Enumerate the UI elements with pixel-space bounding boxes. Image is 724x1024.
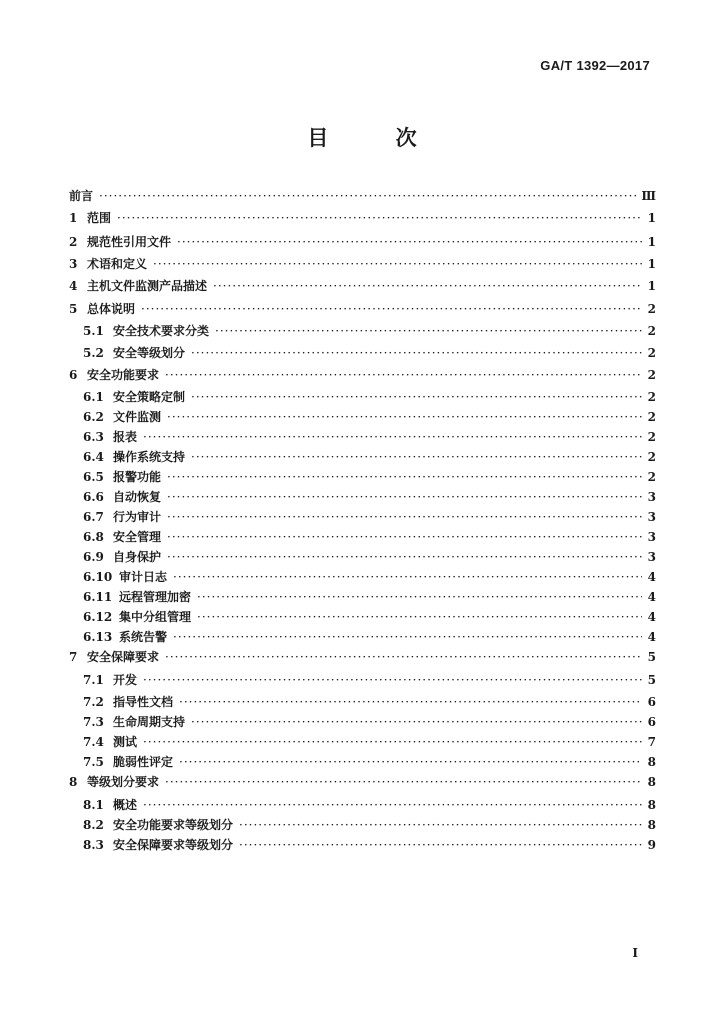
toc-entry[interactable] <box>69 568 656 588</box>
toc-entry-page: 3 <box>647 530 656 544</box>
toc-entry-number: 6 <box>69 368 78 382</box>
toc-leader-dots <box>213 279 642 293</box>
toc-leader-dots <box>191 390 642 404</box>
toc-entry-title: 自身保护 <box>113 550 162 564</box>
toc-entry-page: 6 <box>647 715 656 729</box>
toc-entry-title: 安全功能要求等级划分 <box>113 818 234 832</box>
toc-entry-page: 2 <box>647 470 656 484</box>
toc-entry[interactable] <box>69 773 656 796</box>
toc-entry[interactable] <box>69 648 656 671</box>
toc-entry-page: 4 <box>647 590 656 604</box>
toc-entry-page: 3 <box>647 550 656 564</box>
toc-entry[interactable] <box>69 468 656 488</box>
toc-leader-dots <box>167 530 642 544</box>
toc-entry-title: 前言 <box>69 189 94 203</box>
toc-entry-page: 8 <box>647 775 656 789</box>
toc-leader-dots <box>99 189 637 203</box>
toc-entry[interactable] <box>69 671 656 693</box>
toc-entry-title: 系统告警 <box>119 630 168 644</box>
toc-leader-dots <box>191 346 642 360</box>
toc-entry-number: 6.11 <box>83 590 113 604</box>
toc-entry-page: 2 <box>647 410 656 424</box>
toc-entry[interactable] <box>69 796 656 816</box>
toc-entry-page: 8 <box>647 818 656 832</box>
toc-entry-number: 6.7 <box>83 510 104 524</box>
toc-entry-page: 3 <box>647 490 656 504</box>
toc-entry[interactable] <box>69 209 656 233</box>
toc-entry[interactable] <box>69 428 656 448</box>
toc-entry-number: 8.1 <box>83 798 104 812</box>
toc-entry-page: 2 <box>647 324 656 338</box>
toc-entry[interactable] <box>69 488 656 508</box>
toc-entry[interactable] <box>69 408 656 428</box>
toc-entry-number: 5.1 <box>83 324 104 338</box>
toc-leader-dots <box>191 450 642 464</box>
toc-entry-page: 8 <box>647 755 656 769</box>
toc-entry-page: 8 <box>647 798 656 812</box>
toc-leader-dots <box>167 510 642 524</box>
toc-entry-title: 开发 <box>113 673 138 687</box>
toc-entry[interactable] <box>69 628 656 648</box>
toc-entry-page: 6 <box>647 695 656 709</box>
toc-entry[interactable] <box>69 733 656 753</box>
toc-entry-page: 2 <box>647 430 656 444</box>
toc-leader-dots <box>153 257 642 271</box>
toc-entry-page: 2 <box>647 346 656 360</box>
toc-entry-page: 7 <box>647 735 656 749</box>
toc-entry-number: 6.9 <box>83 550 104 564</box>
toc-leader-dots <box>165 368 642 382</box>
toc-entry-number: 7.1 <box>83 673 104 687</box>
toc-leader-dots <box>167 550 642 564</box>
toc-entry[interactable] <box>69 388 656 408</box>
toc-entry-title: 安全保障要求等级划分 <box>113 838 234 852</box>
toc-entry[interactable] <box>69 187 656 209</box>
toc-entry-title: 安全保障要求 <box>87 650 160 664</box>
toc-entry-title: 报警功能 <box>113 470 162 484</box>
toc-entry-number: 7.2 <box>83 695 104 709</box>
toc-entry-number: 6.10 <box>83 570 113 584</box>
toc-entry-number: 6.5 <box>83 470 104 484</box>
toc-leader-dots <box>215 324 642 338</box>
toc-entry[interactable] <box>69 836 656 856</box>
toc-entry-page: 2 <box>647 450 656 464</box>
toc-leader-dots <box>167 490 642 504</box>
toc-entry-page: 1 <box>647 235 656 249</box>
toc-entry-number: 6.6 <box>83 490 104 504</box>
toc-entry-title: 远程管理加密 <box>119 590 192 604</box>
toc-entry-number: 1 <box>69 211 78 225</box>
toc-entry-title: 规范性引用文件 <box>87 235 172 249</box>
toc-entry-page: 1 <box>647 211 656 225</box>
toc-entry[interactable] <box>69 233 656 255</box>
toc-entry[interactable] <box>69 713 656 733</box>
toc-entry-title: 安全功能要求 <box>87 368 160 382</box>
toc-entry-number: 8 <box>69 775 78 789</box>
toc-entry-number: 8.3 <box>83 838 104 852</box>
toc-entry-title: 等级划分要求 <box>87 775 160 789</box>
toc-entry-number: 5.2 <box>83 346 104 360</box>
toc-entry-page: 5 <box>647 650 656 664</box>
toc-entry[interactable] <box>69 366 656 388</box>
toc-entry-title: 测试 <box>113 735 138 749</box>
toc-entry-number: 6.1 <box>83 390 104 404</box>
page-title: 目 次 <box>307 125 447 150</box>
toc-entry-number: 6.13 <box>83 630 113 644</box>
toc-entry-page: 3 <box>647 510 656 524</box>
toc-leader-dots <box>239 818 642 832</box>
toc-leader-dots <box>117 211 642 225</box>
toc-entry-number: 7.5 <box>83 755 104 769</box>
toc-entry-title: 概述 <box>113 798 138 812</box>
toc-leader-dots <box>143 735 642 749</box>
toc-entry-number: 4 <box>69 279 78 293</box>
toc-entry[interactable] <box>69 816 656 836</box>
toc-entry[interactable] <box>69 300 656 322</box>
toc-entry-number: 3 <box>69 257 78 271</box>
toc-entry[interactable] <box>69 588 656 608</box>
toc-entry-title: 审计日志 <box>119 570 168 584</box>
toc-entry-title: 文件监测 <box>113 410 162 424</box>
toc-entry-title: 总体说明 <box>87 302 136 316</box>
toc-leader-dots <box>191 715 642 729</box>
toc-entry-page: 5 <box>647 673 656 687</box>
toc-entry-page: 2 <box>647 390 656 404</box>
toc-entry-page: 4 <box>647 630 656 644</box>
table-of-contents <box>69 187 656 856</box>
toc-entry[interactable] <box>69 508 656 528</box>
toc-entry-title: 安全管理 <box>113 530 162 544</box>
toc-entry-number: 6.3 <box>83 430 104 444</box>
toc-entry-title: 安全技术要求分类 <box>113 324 210 338</box>
toc-entry-number: 6.12 <box>83 610 113 624</box>
toc-entry-number: 5 <box>69 302 78 316</box>
toc-entry-title: 自动恢复 <box>113 490 162 504</box>
toc-entry-title: 主机文件监测产品描述 <box>87 279 208 293</box>
toc-entry-number: 7.3 <box>83 715 104 729</box>
toc-entry-title: 生命周期支持 <box>113 715 186 729</box>
toc-entry-page: 1 <box>647 257 656 271</box>
toc-entry-number: 6.2 <box>83 410 104 424</box>
toc-entry-title: 集中分组管理 <box>119 610 192 624</box>
toc-entry-page: 2 <box>647 302 656 316</box>
toc-entry-number: 8.2 <box>83 818 104 832</box>
toc-entry-title: 术语和定义 <box>87 257 148 271</box>
document-code: GA/T 1392—2017 <box>540 58 650 73</box>
toc-leader-dots <box>173 570 642 584</box>
toc-entry-number: 6.8 <box>83 530 104 544</box>
toc-entry[interactable] <box>69 548 656 568</box>
toc-entry-page: 1 <box>647 279 656 293</box>
toc-entry-title: 范围 <box>87 211 112 225</box>
toc-entry-page: 2 <box>647 368 656 382</box>
toc-entry-title: 行为审计 <box>113 510 162 524</box>
toc-leader-dots <box>143 673 642 687</box>
toc-entry[interactable] <box>69 344 656 366</box>
toc-entry[interactable] <box>69 322 656 344</box>
toc-entry-page: Ⅲ <box>641 189 656 203</box>
toc-entry-page: 4 <box>647 610 656 624</box>
toc-entry-title: 指导性文档 <box>113 695 174 709</box>
toc-leader-dots <box>197 590 642 604</box>
toc-leader-dots <box>165 650 642 664</box>
toc-leader-dots <box>173 630 642 644</box>
toc-leader-dots <box>239 838 642 852</box>
toc-entry[interactable] <box>69 255 656 277</box>
toc-leader-dots <box>167 470 642 484</box>
toc-entry-page: 4 <box>647 570 656 584</box>
toc-entry[interactable] <box>69 528 656 548</box>
toc-leader-dots <box>179 695 642 709</box>
toc-entry-number: 2 <box>69 235 78 249</box>
toc-leader-dots <box>143 798 642 812</box>
toc-entry-title: 报表 <box>113 430 138 444</box>
toc-entry[interactable] <box>69 693 656 713</box>
toc-entry-number: 7 <box>69 650 78 664</box>
toc-entry[interactable] <box>69 277 656 300</box>
toc-leader-dots <box>197 610 642 624</box>
toc-entry-title: 安全等级划分 <box>113 346 186 360</box>
toc-leader-dots <box>143 430 642 444</box>
toc-entry-title: 安全策略定制 <box>113 390 186 404</box>
toc-entry-title: 脆弱性评定 <box>113 755 174 769</box>
toc-entry-number: 6.4 <box>83 450 104 464</box>
toc-entry[interactable] <box>69 753 656 773</box>
toc-entry-page: 9 <box>647 838 656 852</box>
toc-leader-dots <box>167 410 642 424</box>
toc-entry-number: 7.4 <box>83 735 104 749</box>
page-number: I <box>632 946 638 960</box>
toc-entry[interactable] <box>69 608 656 628</box>
toc-leader-dots <box>165 775 642 789</box>
toc-entry-title: 操作系统支持 <box>113 450 186 464</box>
toc-leader-dots <box>141 302 642 316</box>
toc-entry[interactable] <box>69 448 656 468</box>
toc-leader-dots <box>179 755 642 769</box>
toc-leader-dots <box>177 235 642 249</box>
